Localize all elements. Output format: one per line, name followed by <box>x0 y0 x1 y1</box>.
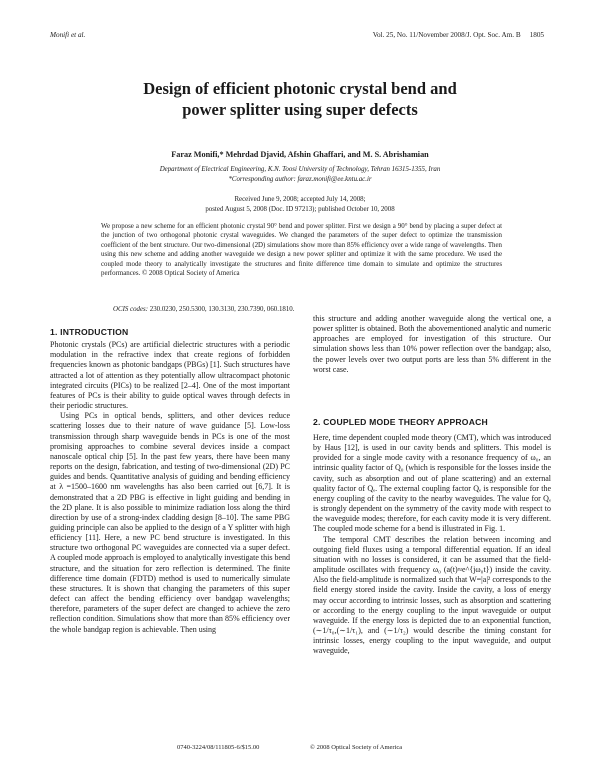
right-column-top <box>313 314 551 375</box>
section-heading-cmt: 2. COUPLED MODE THEORY APPROACH <box>313 417 488 427</box>
footer-issn: 0740-3224/08/111805-6/$15.00 <box>177 744 260 751</box>
author-list: Faraz Monifi,* Mehrdad Djavid, Afshin Ghaffari, and M. S. Abrishamian <box>171 150 429 159</box>
cmt-paragraph-2: The temporal CMT describes the relation between incoming and outgoing field fluxes using a temporal differential equation. If an ideal situation with no losses is considered, it can be assumed that the field-amplitude oscillates with frequency ω₀ (a(t)≈e^{jω₀t}) inside the cavity. Also the field-amplitude is normalized such that W=|a|² corresponds to the field energy stored inside the cavity. Inside the cavity, a loss of energy may occur according to intrinsic losses, such as absorption and scattering or according to the energy coupling to the input waveguide or output waveguide. If the energy loss is depicted due to an exponential function, (∼1/τ₀,(∼1/τ₁), and (∼1/τ₂) would describe the timing constant for intrinsic losses, energy coupling to the input waveguide, and output waveguide, <box>313 534 551 656</box>
running-header-authors <box>50 31 85 39</box>
received-date: Received June 9, 2008; accepted July 14, 2008; <box>234 196 366 203</box>
history-dates <box>0 195 600 215</box>
intro-paragraph-continued: this structure and adding another waveguide along the vertical one, a power splitter is obtained. Both the abovementioned analytic and numeric approaches are employed for investigation of this structure. Our simulation shows less than 10% power reflection over the bandgap; also, the power levels over two output ports are less than 5% different in the worst case. <box>313 314 551 374</box>
header-author: Monifi <box>50 31 70 39</box>
cmt-paragraph-1: Here, time dependent coupled mode theory (CMT), which was introduced by Haus [12], is used in our cavity bends and splitters. This model is provided for a single mode cavity with a resonance frequency of ω₀, an intrinsic quality factor of Q₀ (which is responsible for the losses inside the cavity, such as absorption and out of plane scattering) and an external quality factor of Qₑ. The external coupling factor Qₑ is responsible for the energy coupling of the cavity to the nearby waveguides. The value for Qₑ is strongly dependent on the symmetry of the cavity mode with respect to the waveguide modes; therefore, for each cavity mode it is very different. The coupled mode scheme for a bend is illustrated in Fig. 1. <box>313 433 551 534</box>
right-column-cmt <box>313 433 551 656</box>
footer-copyright: © 2008 Optical Society of America <box>310 744 403 751</box>
header-et-al: et al. <box>70 31 86 39</box>
affiliation-block <box>0 165 600 185</box>
abstract: We propose a new scheme for an efficient photonic crystal 90° bend and power splitter. First we design a 90° bend by placing a super defect at the junction of two orthogonal photonic crystal waveguides. We changed the parameters of the super defect to optimize the transmission coefficient of the bent structure. Our two-dimensional (2D) simulations show more than 85% efficiency over a wide range of wavelengths. Then using this new scheme and adding another waveguide we design a new power splitter and optimize it with the same procedure. We used the coupled mode theory to analytically investigate the structures and finite difference time domain to simulate and optimize the structures performances. © 2008 Optical Society of America <box>101 223 502 278</box>
ocis-codes <box>113 306 294 313</box>
affiliation: Department of Electrical Engineering, K.N. Toosi University of Technology, Tehran 16315-1355, Iran <box>159 166 441 173</box>
section-heading-introduction: 1. INTRODUCTION <box>50 327 129 337</box>
page-number: 1805 <box>529 31 544 39</box>
ocis-label: OCIS codes: <box>113 306 149 313</box>
article-title <box>0 78 600 120</box>
corresponding-author: *Corresponding author: faraz.monifi@ee.kntu.ac.ir <box>228 176 372 183</box>
journal-info: Vol. 25, No. 11/November 2008/J. Opt. Soc. Am. B <box>372 31 521 39</box>
ocis-values: 230.0230, 250.5300, 130.3130, 230.7390, 060.1810. <box>149 306 295 313</box>
posted-date: posted August 5, 2008 (Doc. ID 97213); published October 10, 2008 <box>205 206 395 213</box>
title-line-1: Design of efficient photonic crystal bend and <box>143 79 457 98</box>
intro-paragraph-1: Photonic crystals (PCs) are artificial dielectric structures with a periodic modulation in the refractive index that create regions of forbidden frequencies known as photonic bandgaps (PBGs) [1]. Such structures have attracted a lot of attention as they potentially allow ultracompact photonic integrated circuits (PICs) to be realized [2–4]. One of the most important features of PCs is their ability to guide optical waves through defects in their periodic structures. <box>50 340 290 411</box>
title-line-2: power splitter using super defects <box>182 100 418 119</box>
running-header-journal <box>373 31 544 39</box>
left-column <box>50 327 290 635</box>
intro-paragraph-2: Using PCs in optical bends, splitters, and other devices reduce scattering losses due to their nature of wave guidance [5]. Low-loss transmission through sharp waveguide bends in PCs is one of the most promising approaches to combine several devices inside a compact nanoscale optical chip [5]. In the past few years, there have been many reports on the design, fabrication, and testing of two-dimensional (2D) PC guides and bends. Quantitative analysis of guiding and bending efficiency at λ =1500–1600 nm wavelengths has also been carried out [6,7]. It is demonstrated that a 2D PBG is effective in light guiding and bending in the 2D plane. It is also possible to minimize radiation loss along the third direction by use of a strong-index cladding design [8–10]. The same PBG guiding principle can also be applied to the design of a Y splitter with high efficiency [11]. Here, a new PC bend structure is investigated. In this structure two orthogonal PC waveguides are connected via a super defect. A coupled mode approach is employed to analytically investigate this bend structure, and the situation for zero reflection is determined. The finite difference time domain (FDTD) method is used to numerically simulate these structures. It is shown that changing the parameters of this super defect can affect the bending efficiency over bandgap wavelengths; therefore, parameters of the super defect are changed to achieve the zero reflection condition. Simulations show that more than 85% efficiency over the whole bandgap region is achievable. Then using <box>50 411 290 634</box>
